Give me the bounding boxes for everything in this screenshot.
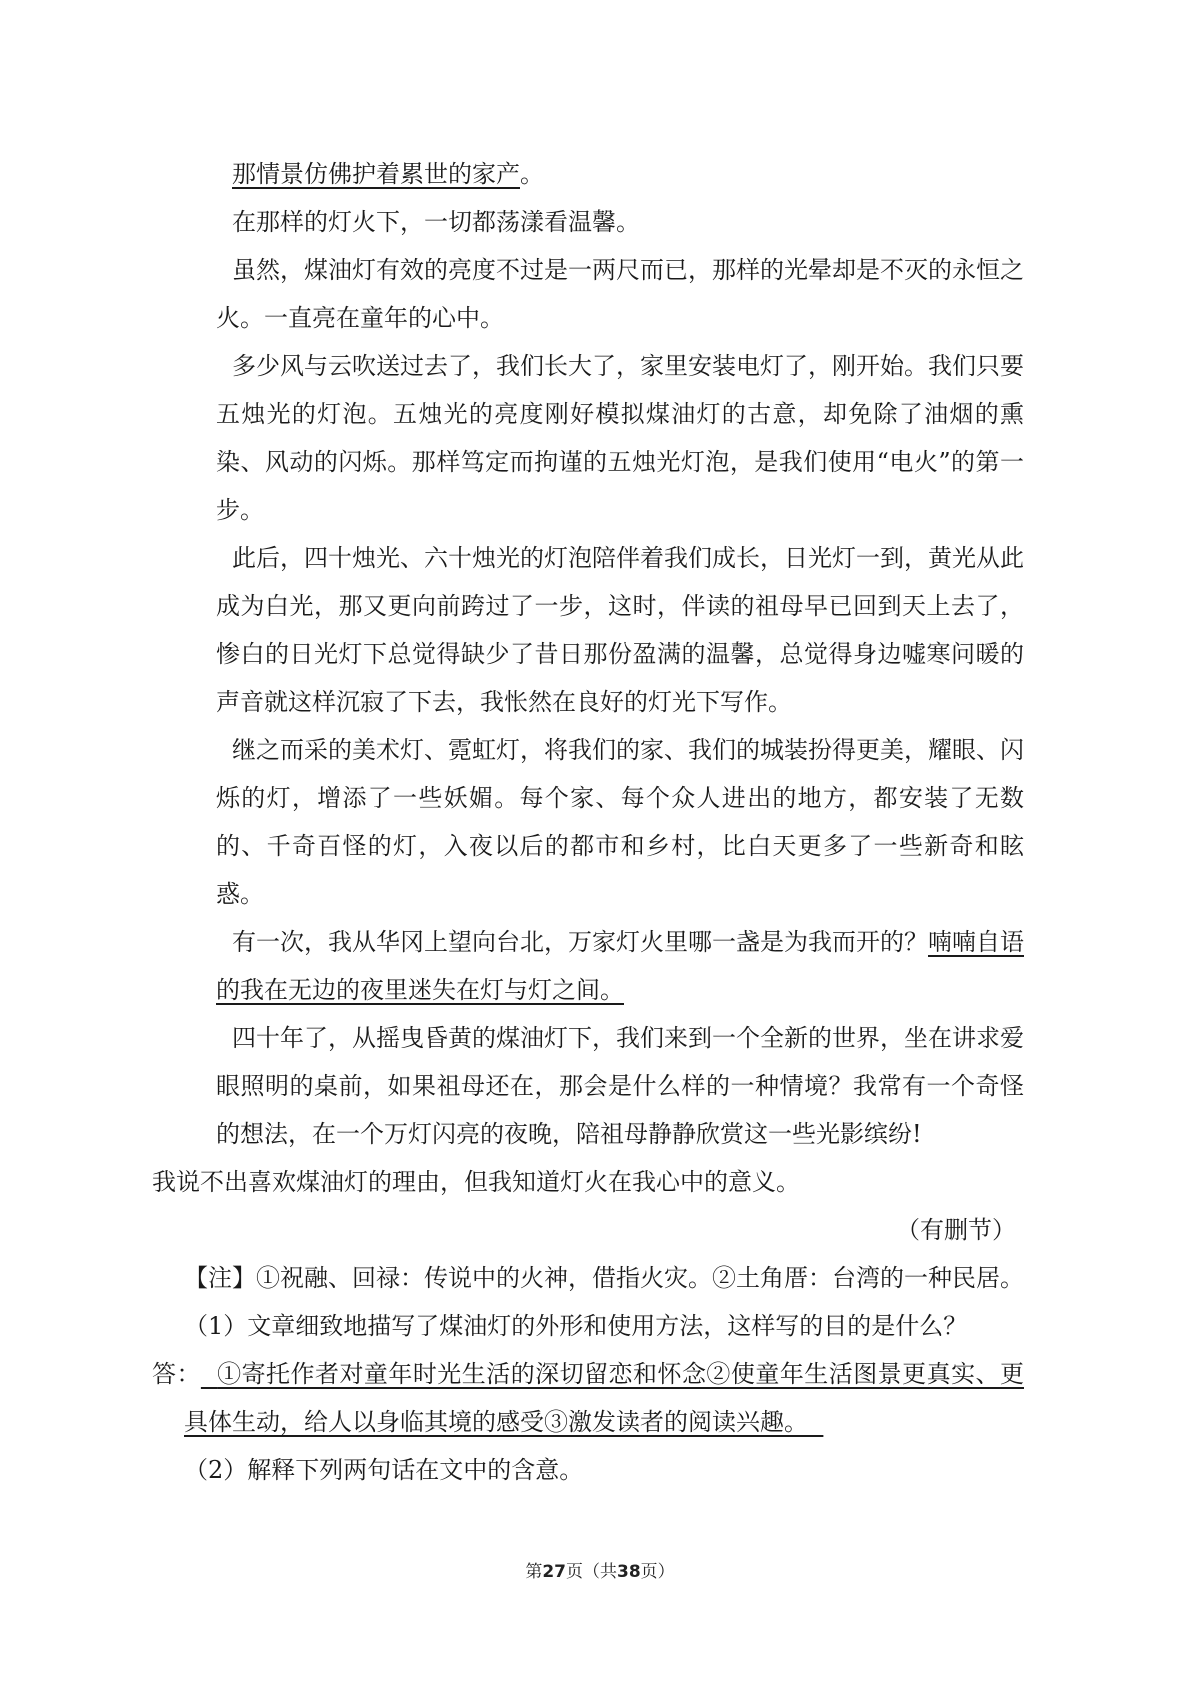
answer-text: ①寄托作者对童年时光生活的深切留恋和怀念②使童年生活图景更真实、更具体生动，给人以身临其境的感受③激发读者的阅读兴趣。 — [184, 1360, 1024, 1436]
question-1: （1）文章细致地描写了煤油灯的外形和使用方法，这样写的目的是什么？ — [184, 1312, 968, 1340]
footer-middle: 页（共 — [566, 1562, 617, 1582]
paragraph: 我说不出喜欢煤油灯的理由，但我知道灯火在我心中的意义。 — [152, 1168, 800, 1196]
question-2: （2）解释下列两句话在文中的含意。 — [184, 1456, 584, 1484]
answer-1 — [152, 1350, 1024, 1446]
paragraph: 继之而采的美术灯、霓虹灯，将我们的家、我们的城装扮得更美，耀眼、闪烁的灯，增添了一些妖媚。每个家、每个众人进出的地方，都安装了无数的、千奇百怪的灯，入夜以后的都市和乡村，比白天更多了一些新奇和眩惑。 — [216, 736, 1024, 908]
underlined-sentence: 那情景仿佛护着累世的家产 — [232, 160, 520, 188]
footer-suffix: 页） — [640, 1562, 675, 1582]
page-number: 27 — [542, 1562, 566, 1582]
answer-label: 答： — [152, 1360, 201, 1388]
paragraph: 虽然，煤油灯有效的亮度不过是一两尺而已，那样的光晕却是不灭的永恒之火。一直亮在童年的心中。 — [216, 256, 1024, 332]
paragraph — [184, 150, 1024, 198]
paragraph: 四十年了，从摇曳昏黄的煤油灯下，我们来到一个全新的世界，坐在讲求爱眼照明的桌前，如果祖母还在，那会是什么样的一种情境？我常有一个奇怪的想法，在一个万灯闪亮的夜晚，陪祖母静静欣赏这一些光影缤纷! — [216, 1024, 1024, 1148]
footnote: 【注】①祝融、回禄：传说中的火神，借指火灾。②土角厝：台湾的一种民居。 — [184, 1264, 1024, 1292]
paragraph-text: 有一次，我从华冈上望向台北，万家灯火里哪一盏是为我而开的？ — [232, 928, 928, 956]
source-credit: （有删节） — [896, 1216, 1016, 1244]
paragraph: 此后，四十烛光、六十烛光的灯泡陪伴着我们成长，日光灯一到，黄光从此成为白光，那又更向前跨过了一步，这时，伴读的祖母早已回到天上去了，惨白的日光灯下总觉得缺少了昔日那份盈满的温馨，总觉得身边嘘寒问暖的声音就这样沉寂了下去，我怅然在良好的灯光下写作。 — [216, 544, 1024, 716]
punctuation: 。 — [520, 160, 544, 188]
footer-prefix: 第 — [525, 1562, 543, 1582]
paragraph — [184, 918, 1024, 1014]
underlined-sentence: 喃喃自语的我在无边的夜里迷失在灯与灯之间。 — [216, 928, 1024, 1004]
page-footer — [0, 1560, 1200, 1584]
paragraph: 多少风与云吹送过去了，我们长大了，家里安装电灯了，刚开始。我们只要五烛光的灯泡。五烛光的亮度刚好模拟煤油灯的古意，却免除了油烟的熏染、风动的闪烁。那样笃定而拘谨的五烛光灯泡，是我们使用“电火”的第一步。 — [216, 352, 1024, 524]
total-pages: 38 — [617, 1562, 641, 1582]
paragraph: 在那样的灯火下，一切都荡漾看温馨。 — [232, 208, 640, 236]
article-body — [152, 150, 1024, 1494]
